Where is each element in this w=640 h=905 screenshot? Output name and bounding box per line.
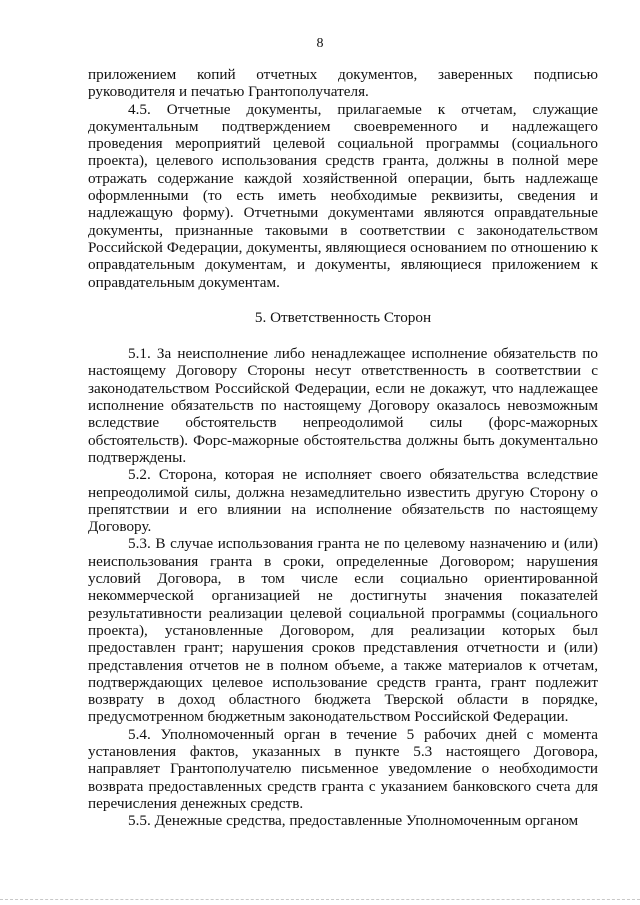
paragraph-4-5: 4.5. Отчетные документы, прилагаемые к отчетам, служащие документальным подтверждением своевременного и надлежащего проведения мероприятий целевой социальной программы (социального проекта), целевого использования средств гранта, должны в полной мере отражать содержание каждой хозяйственной операции, быть надлежаще оформленными (то есть иметь необходимые реквизиты, сведения и надлежащую форму). Отчетными документами являются оправдательные документы, признанные таковыми в соответствии с законодательством Российской Федерации, документы, являющиеся основанием по отношению к оправдательным документам, и документы, являющиеся приложением к оправдательным документам. xyxy=(88,100,598,291)
paragraph-5-4: 5.4. Уполномоченный орган в течение 5 рабочих дней с момента установления фактов, указанных в пункте 5.3 настоящего Договора, направляет Грантополучателю письменное уведомление о необходимости возврата предоставленных средств гранта с указанием банковского счета для перечисления денежных средств. xyxy=(88,725,598,812)
paragraph-continuation: приложением копий отчетных документов, заверенных подписью руководителя и печатью Грантополучателя. xyxy=(88,66,598,101)
paragraph-5-2: 5.2. Сторона, которая не исполняет своего обязательства вследствие непреодолимой силы, должна незамедлительно известить другую Сторону о препятствии и его влиянии на исполнение обязательств по настоящему Договору. xyxy=(88,466,598,536)
paragraph-5-1: 5.1. За неисполнение либо ненадлежащее исполнение обязательств по настоящему Договору Стороны несут ответственность в соответствии с законодательством Российской Федерации, если не докажут, что надлежащее исполнение обязательств по настоящему Договору оказалось невозможным вследствие обстоятельств непреодолимой силы (форс-мажорных обстоятельств). Форс-мажорные обстоятельства должны быть документально подтверждены. xyxy=(88,345,598,466)
page-number: 8 xyxy=(316,36,324,51)
paragraph-5-3: 5.3. В случае использования гранта не по целевому назначению и (или) неиспользования гранта в сроки, определенные Договором; нарушения условий Договора, в том числе если социально ориентированной некоммерческой организацией не достигнуты значения показателей результативности реализации целевой социальной программы (социального проекта), установленные Договором, для реализации которых был предоставлен грант; нарушения сроков представления отчетности и (или) представления отчетов не в полном объеме, а также материалов к отчетам, подтверждающих целевое использование средств гранта, грант подлежит возврату в доход областного бюджета Тверской области в порядке, предусмотренном бюджетным законодательством Российской Федерации. xyxy=(88,535,598,726)
scan-edge-divider xyxy=(0,899,640,900)
document-body xyxy=(88,66,598,829)
section-heading: 5. Ответственность Сторон xyxy=(254,308,432,326)
paragraph-5-5: 5.5. Денежные средства, предоставленные Уполномоченным органом xyxy=(128,812,579,830)
